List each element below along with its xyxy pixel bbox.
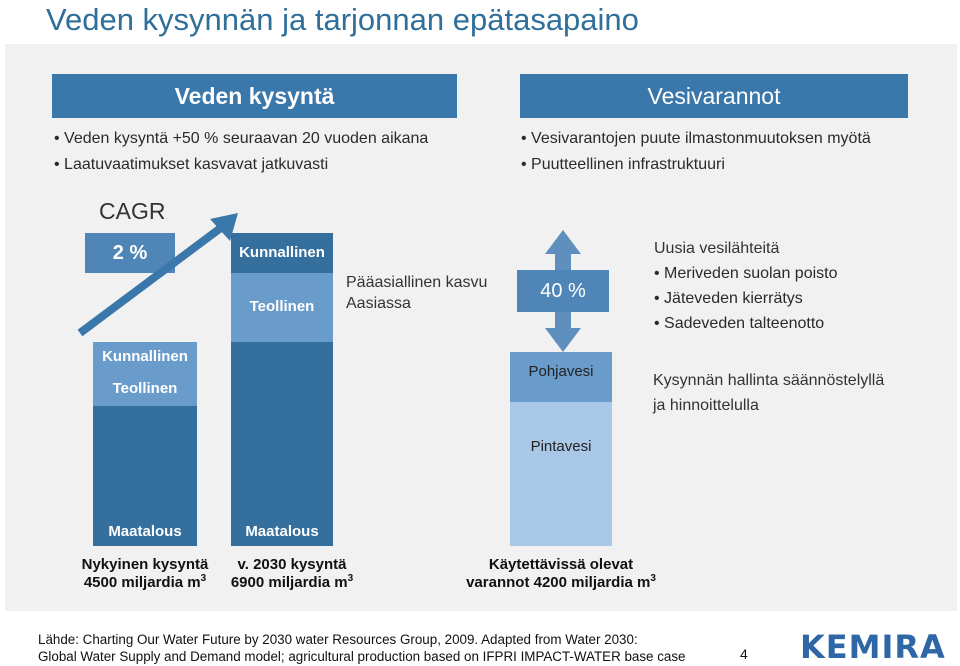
demand-bullet-2: • Laatuvaatimukset kasvavat jatkuvasti	[54, 156, 328, 174]
demand-mgmt-line1: Kysynnän hallinta säännöstelyllä	[653, 372, 885, 389]
new-source-2: • Jäteveden kierrätys	[654, 290, 803, 308]
future-municipal-label: Kunnallinen	[239, 244, 325, 261]
supply-groundwater-label: Pohjavesi	[528, 363, 594, 380]
future-agriculture-segment	[231, 342, 333, 546]
supply-surface-label: Pintavesi	[530, 438, 592, 455]
future-caption-line2: 6900 miljardia m	[230, 574, 348, 591]
current-agriculture-label: Maatalous	[108, 523, 182, 540]
supply-caption	[446, 556, 676, 591]
cagr-label: CAGR	[99, 198, 166, 224]
gap-badge: 40 %	[517, 270, 609, 312]
future-agriculture-label: Maatalous	[245, 523, 319, 540]
supply-bullet-2: • Puutteellinen infrastruktuuri	[521, 156, 725, 174]
kemira-logo: KEMIRA	[800, 628, 946, 666]
future-caption-sup: 3	[347, 573, 354, 584]
supply-caption-sup: 3	[650, 573, 656, 584]
new-source-1: • Meriveden suolan poisto	[654, 265, 837, 283]
new-sources-heading: Uusia vesilähteitä	[654, 240, 780, 257]
demand-mgmt-line2: ja hinnoittelulla	[653, 397, 759, 414]
header-supply: Vesivarannot	[520, 74, 908, 118]
current-caption-line1: Nykyinen kysyntä	[81, 556, 209, 573]
current-caption-sup: 3	[200, 573, 207, 584]
future-caption-line1: v. 2030 kysyntä	[237, 556, 347, 573]
growth-arrow-icon	[70, 205, 250, 340]
supply-caption-line2: varannot 4200 miljardia m	[466, 574, 651, 591]
growth-note-line1: Pääasiallinen kasvu	[346, 274, 488, 291]
current-industrial-label: Teollinen	[112, 380, 178, 397]
supply-surface-segment	[510, 402, 612, 546]
current-municipal-label: Kunnallinen	[102, 348, 188, 365]
current-caption-line2: 4500 miljardia m	[83, 574, 201, 591]
demand-bullet-1: • Veden kysyntä +50 % seuraavan 20 vuoden aikana	[54, 130, 428, 148]
supply-bullet-1: • Vesivarantojen puute ilmastonmuutoksen myötä	[521, 130, 871, 148]
future-industrial-label: Teollinen	[249, 298, 315, 315]
page-title: Veden kysynnän ja tarjonnan epätasapaino	[46, 2, 639, 37]
cagr-badge: 2 %	[85, 233, 175, 273]
source-line-1: Lähde: Charting Our Water Future by 2030 water Resources Group, 2009. Adapted from Water 2030:	[38, 632, 638, 647]
source-line-2: Global Water Supply and Demand model; agricultural production based on IFPRI IMPACT-WATER base case	[38, 649, 686, 664]
growth-note-line2: Aasiassa	[346, 295, 411, 312]
new-source-3: • Sadeveden talteenotto	[654, 315, 824, 333]
supply-caption-line1: Käytettävissä olevat	[488, 556, 634, 573]
future-caption	[207, 556, 377, 591]
current-caption	[60, 556, 230, 591]
page-number: 4	[740, 646, 748, 662]
header-demand: Veden kysyntä	[52, 74, 457, 118]
